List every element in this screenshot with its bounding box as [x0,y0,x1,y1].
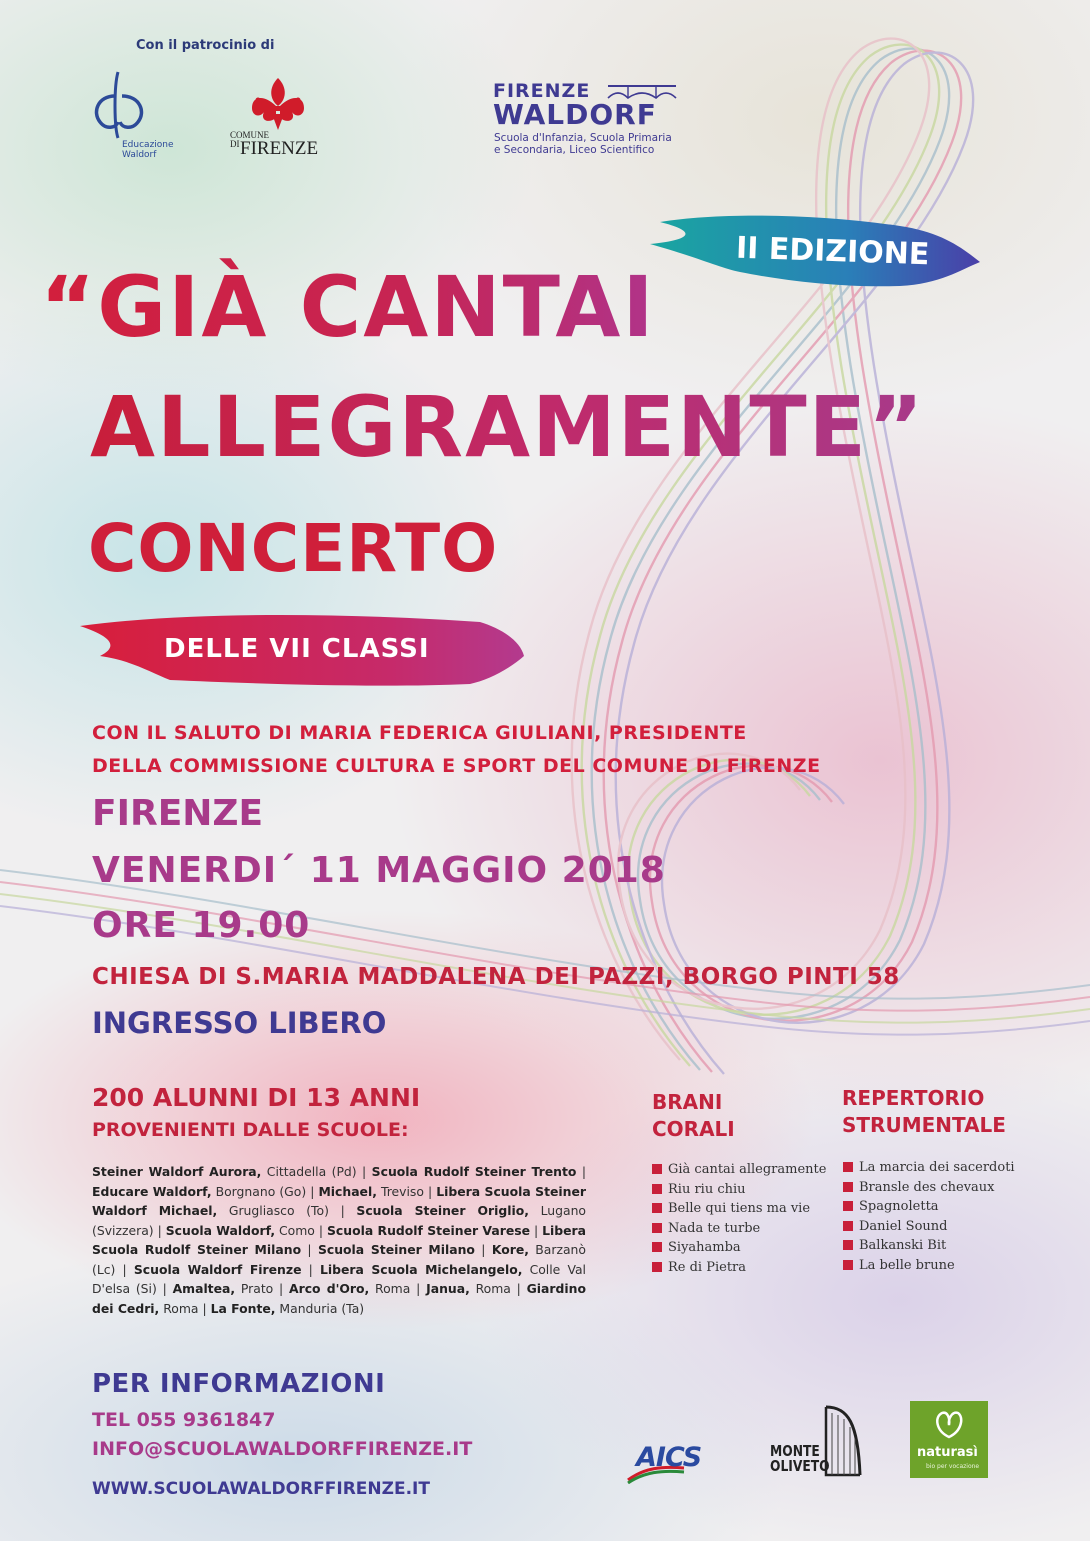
students-schools-label: PROVENIENTI DALLE SCUOLE: [92,1119,409,1141]
waldorf-text: Waldorf [122,150,157,160]
fw-subtitle-2: e Secondaria, Liceo Scientifico [494,144,655,156]
event-time: ORE 19.00 [92,905,311,946]
comune-text: COMUNE [230,130,270,140]
naturasi-tagline: bio per vocazione [926,1463,980,1470]
saluto-line-1: CON IL SALUTO DI MARIA FEDERICA GIULIANI, PRESIDENTE [92,722,747,744]
oliveto-text: OLIVETO [770,1457,830,1475]
students-count: 200 ALUNNI DI 13 ANNI [92,1083,421,1112]
song-item: Nada te turbe [652,1219,826,1239]
school-place: Colle Val D'elsa (Si) [92,1261,586,1296]
brani-corali-title: BRANI CORALI [652,1090,735,1141]
school-name: Michael, [318,1183,377,1199]
fw-waldorf: WALDORF [493,98,657,131]
school-name: Libera Scuola Rudolf Steiner Milano [92,1222,586,1257]
school-place: Borgnano (Go) [211,1183,307,1199]
school-entry [289,1281,410,1296]
info-telephone: TEL 055 9361847 [92,1409,276,1431]
school-place: Roma [469,1281,511,1296]
song-item: Siyahamba [652,1238,826,1258]
school-name: Scuola Steiner Origlio, [356,1203,529,1218]
school-name: Amaltea, [172,1281,236,1296]
school-place: Como [275,1222,315,1238]
song-item: Già cantai allegramente [652,1160,826,1180]
school-entry [327,1223,530,1238]
school-entry [134,1262,302,1277]
school-name: Scuola Rudolf Steiner Trento [371,1164,577,1179]
school-place: Treviso [376,1183,424,1199]
school-place: Grugliasco (To) [217,1203,329,1218]
repertorio-strumentale-list [843,1158,1015,1275]
leaf-icon [932,1409,966,1441]
brani-corali-list [652,1160,826,1277]
di-text: DI [230,139,240,149]
school-entry [92,1164,357,1179]
educazione-text: Educazione [122,140,174,150]
song-item: La marcia dei sacerdoti [843,1158,1015,1178]
monte-oliveto-logo [770,1403,870,1483]
waldorf-emblem-icon [88,66,188,142]
info-title: PER INFORMAZIONI [92,1369,386,1399]
naturasi-text: naturasì [917,1445,978,1460]
fleur-de-lis-icon [228,76,328,132]
school-place: Roma [369,1281,411,1296]
classi-subheading: DELLE VII CLASSI [164,634,430,664]
school-entry [372,1164,577,1179]
school-name: Kore, [491,1242,529,1257]
event-venue: CHIESA DI S.MARIA MADDALENA DEI PAZZI, BORGO PINTI 58 [92,964,900,990]
song-item: Bransle des chevaux [843,1178,1015,1198]
school-name: Libera Scuola Michelangelo, [319,1261,523,1277]
school-name: Janua, [426,1281,470,1296]
title-line-1: “GIÀ CANTAI [40,258,656,356]
educazione-waldorf-logo [88,66,188,166]
school-place: Lugano (Svizzera) [92,1203,587,1238]
schools-list: Steiner Waldorf Aurora, Cittadella (Pd) | Scuola Rudolf Steiner Trento | Educare Waldorf, Borgnano (Go) | Michael, Treviso | Libera Scuola Steiner Waldorf Michael, Grugliasco (To) | Scuola Steiner Origlio, Lugano (Svizzera) | Scuola Waldorf, Como | Scuola Rudolf Steiner Varese | Libera Scuola Rudolf Steiner Milano | Scuola Steiner Milano | Kore, Barzanò (Lc) | Scuola Waldorf Firenze | Libera Scuola Michelangelo, Colle Val D'elsa (Si) | Amaltea, Prato | Arco d'Oro, Roma | Janua, Roma | Giardino dei Cedri, Roma | La Fonte, Manduria (Ta) [92,1164,587,1316]
school-name: Scuola Rudolf Steiner Varese [327,1222,530,1238]
song-item: Spagnoletta [843,1197,1015,1217]
comune-firenze-logo [228,76,328,166]
school-place: Roma [159,1300,199,1316]
school-name: Giardino dei Cedri, [92,1281,586,1316]
school-name: Arco d'Oro, [289,1281,370,1296]
song-item: Daniel Sound [843,1217,1015,1237]
school-name: Libera Scuola Steiner Waldorf Michael, [92,1183,586,1218]
naturasi-logo [910,1401,988,1478]
song-item: La belle brune [843,1256,1015,1276]
event-city: FIRENZE [92,793,264,834]
school-name: Scuola Steiner Milano [317,1242,475,1257]
school-name: Scuola Waldorf Firenze [133,1261,302,1277]
concerto-heading: CONCERTO [88,510,499,587]
patronage-label: Con il patrocinio di [136,38,275,53]
school-entry [211,1301,365,1316]
fw-subtitle-1: Scuola d'Infanzia, Scuola Primaria [494,132,672,144]
title-line-2: ALLEGRAMENTE” [90,378,926,476]
song-item: Belle qui tiens ma vie [652,1199,826,1219]
firenze-waldorf-logo [492,80,692,160]
school-entry [166,1223,315,1238]
school-name: Steiner Waldorf Aurora, [92,1164,262,1179]
entrance-info: INGRESSO LIBERO [92,1006,387,1040]
school-entry [173,1281,274,1296]
school-place: Barzanò (Lc) [92,1242,586,1277]
aics-text: AICS [636,1442,702,1473]
school-name: Scuola Waldorf, [165,1222,276,1238]
saluto-line-2: DELLA COMMISSIONE CULTURA E SPORT DEL COMUNE DI FIRENZE [92,755,821,777]
aics-logo [626,1440,716,1485]
school-entry [318,1184,424,1199]
firenze-logo-text: FIRENZE [240,138,319,159]
monte-text: MONTE [770,1442,820,1460]
song-item: Re di Pietra [652,1258,826,1278]
school-place: Prato [235,1281,274,1296]
song-item: Balkanski Bit [843,1236,1015,1256]
info-email-link[interactable]: INFO@SCUOLAWALDORFFIRENZE.IT [92,1438,473,1460]
event-date: VENERDI´ 11 MAGGIO 2018 [92,850,666,891]
info-website-link[interactable]: WWW.SCUOLAWALDORFFIRENZE.IT [92,1479,430,1499]
school-place: Manduria (Ta) [275,1300,365,1316]
school-entry [426,1281,511,1296]
school-entry [318,1242,475,1257]
school-name: Educare Waldorf, [92,1183,212,1199]
edition-badge: II EDIZIONE [735,230,930,273]
school-name: La Fonte, [210,1300,276,1316]
school-entry [92,1184,306,1199]
school-place: Cittadella (Pd) [261,1164,357,1179]
repertorio-strumentale-title: REPERTORIO STRUMENTALE [842,1086,1006,1137]
fw-firenze: FIRENZE [493,80,591,102]
song-item: Riu riu chiu [652,1180,826,1200]
